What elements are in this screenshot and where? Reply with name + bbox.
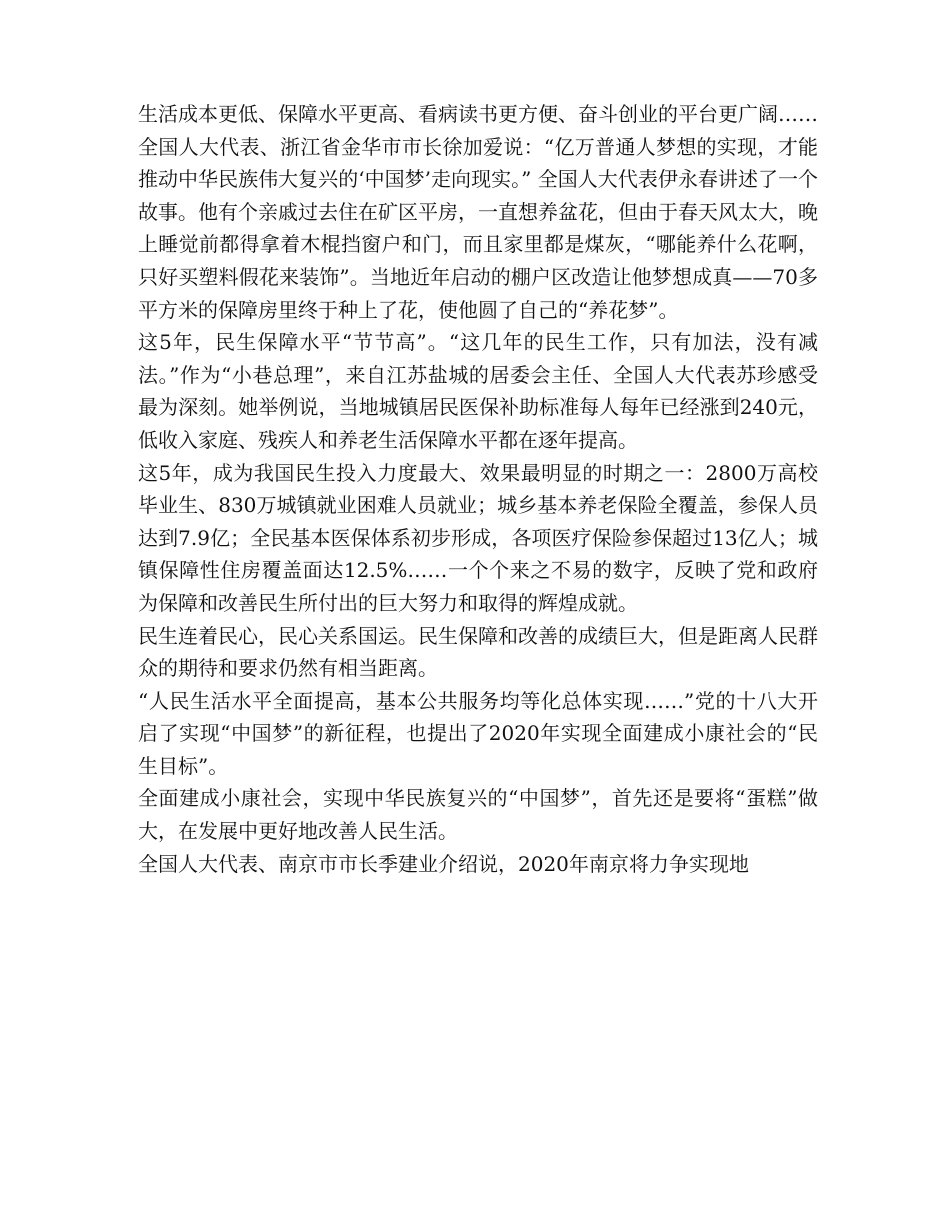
paragraph-7: 全国人大代表、南京市市长季建业介绍说，2020年南京将力争实现地 bbox=[138, 851, 749, 876]
paragraph-4: 民生连着民心，民心关系国运。民生保障和改善的成绩巨大，但是距离人民群众的期待和要求仍然有相当距离。 bbox=[138, 623, 818, 681]
paragraph-3: 这5年，成为我国民生投入力度最大、效果最明显的时期之一：2800万高校毕业生、830万城镇就业困难人员就业；城乡基本养老保险全覆盖，参保人员达到7.9亿；全民基本医保体系初步形成，各项医疗保险参保超过13亿人；城镇保障性住房覆盖面达12.5%……一个个来之不易的数字，反映了党和政府为保障和改善民生所付出的巨大努力和取得的辉煌成就。 bbox=[138, 460, 818, 615]
document-body bbox=[138, 98, 818, 880]
paragraph-2: 这5年，民生保障水平“节节高”。“这几年的民生工作，只有加法，没有减法。”作为“小巷总理”，来自江苏盐城的居委会主任、全国人大代表苏珍感受最为深刻。她举例说，当地城镇居民医保补助标准每人每年已经涨到240元，低收入家庭、残疾人和养老生活保障水平都在逐年提高。 bbox=[138, 330, 818, 452]
paragraph-1: 生活成本更低、保障水平更高、看病读书更方便、奋斗创业的平台更广阔……全国人大代表、浙江省金华市市长徐加爱说：“亿万普通人梦想的实现，才能推动中华民族伟大复兴的‘中国梦’走向现实。” 全国人大代表伊永春讲述了一个故事。他有个亲戚过去住在矿区平房，一直想养盆花，但由于春天风太大，晚上睡觉前都得拿着木棍挡窗户和门，而且家里都是煤灰，“哪能养什么花啊，只好买塑料假花来装饰”。当地近年启动的棚户区改造让他梦想成真——70多平方米的保障房里终于种上了花，使他圆了自己的“养花梦”。 bbox=[138, 102, 818, 322]
paragraph-5: “人民生活水平全面提高，基本公共服务均等化总体实现……”党的十八大开启了实现“中国梦”的新征程，也提出了2020年实现全面建成小康社会的“民生目标”。 bbox=[138, 688, 818, 778]
paragraph-6: 全面建成小康社会，实现中华民族复兴的“中国梦”，首先还是要将“蛋糕”做大，在发展中更好地改善人民生活。 bbox=[138, 786, 818, 844]
